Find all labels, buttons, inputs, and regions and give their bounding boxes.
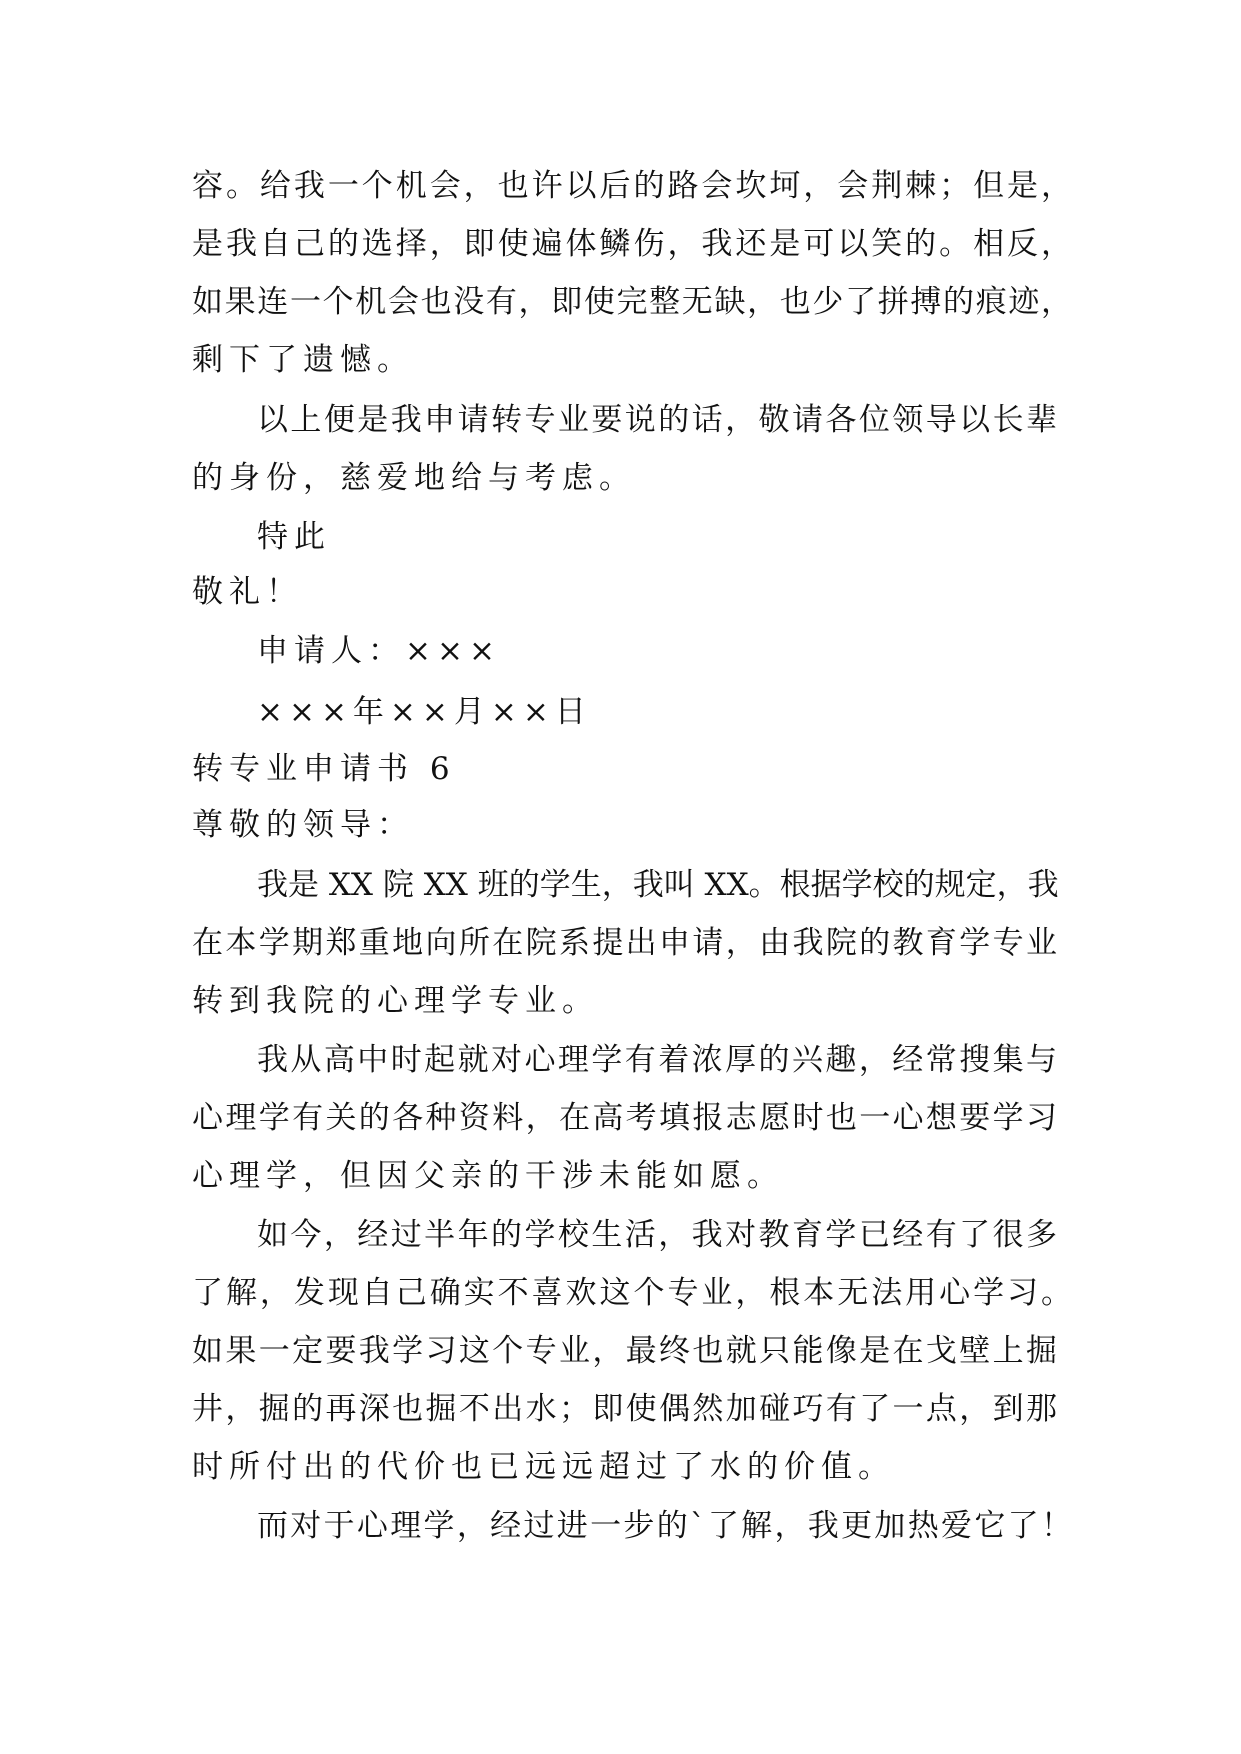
paragraph-line: 转到我院的心理学专业。 — [192, 983, 599, 1019]
paragraph-line: 心理学有关的各种资料，在高考填报志愿时也一心想要学习 — [192, 1100, 1057, 1136]
paragraph-line: 心理学，但因父亲的干涉未能如愿。 — [192, 1158, 784, 1194]
section-heading: 转专业申请书 6 — [192, 751, 456, 787]
paragraph-line: 剩下了遗憾。 — [192, 342, 414, 378]
paragraph-line: 我从高中时起就对心理学有着浓厚的兴趣，经常搜集与 — [257, 1042, 1057, 1078]
closing-phrase: 特此 — [257, 519, 331, 555]
paragraph-line: 而对于心理学，经过进一步的`了解，我更加热爱它了！ — [257, 1508, 1072, 1544]
paragraph-line: 井，掘的再深也掘不出水；即使偶然加碰巧有了一点，到那 — [192, 1391, 1057, 1427]
paragraph-line: 的身份，慈爱地给与考虑。 — [192, 460, 636, 496]
paragraph-line: 我是 XX 院 XX 班的学生，我叫 XX。根据学校的规定，我 — [257, 867, 1059, 903]
paragraph-line: 了解，发现自己确实不喜欢这个专业，根本无法用心学习。 — [192, 1275, 1072, 1311]
paragraph-line: 以上便是我申请转专业要说的话，敬请各位领导以长辈 — [257, 402, 1057, 438]
closing-salutation: 敬礼！ — [192, 574, 303, 610]
paragraph-line: 如果连一个机会也没有，即使完整无缺，也少了拼搏的痕迹， — [192, 284, 1072, 320]
applicant-signature: 申请人：××× — [257, 633, 501, 669]
signature-date: ×××年××月××日 — [257, 694, 592, 730]
paragraph-line: 在本学期郑重地向所在院系提出申请，由我院的教育学专业 — [192, 925, 1057, 961]
paragraph-line: 时所付出的代价也已远远超过了水的价值。 — [192, 1449, 895, 1485]
paragraph-line: 是我自己的选择，即使遍体鳞伤，我还是可以笑的。相反， — [192, 226, 1072, 262]
greeting: 尊敬的领导： — [192, 807, 414, 843]
paragraph-line: 容。给我一个机会，也许以后的路会坎坷，会荆棘；但是， — [192, 168, 1072, 204]
paragraph-line: 如今，经过半年的学校生活，我对教育学已经有了很多 — [257, 1217, 1057, 1253]
paragraph-line: 如果一定要我学习这个专业，最终也就只能像是在戈壁上掘 — [192, 1333, 1057, 1369]
